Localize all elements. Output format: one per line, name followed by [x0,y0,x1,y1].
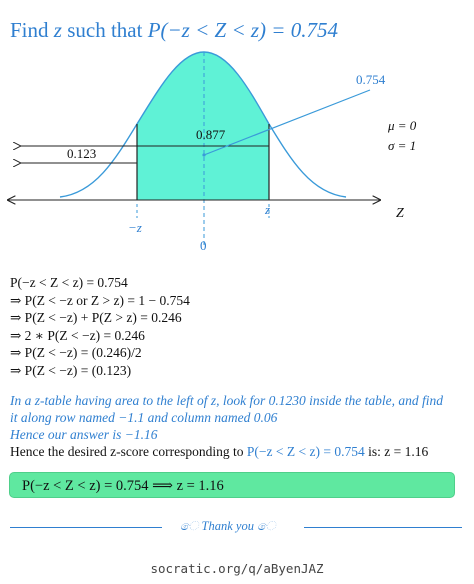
zero-label: 0 [200,238,207,253]
area-pointer-dot [202,153,205,156]
step-6: ⇒ P(Z < −z) = (0.123) [10,362,132,378]
conclusion-suffix: is: z = 1.16 [364,444,429,459]
title-variable: z [53,18,62,42]
note-line-1: In a z-table having area to the left of z, look for 0.1230 inside the table, and find [10,393,443,408]
axis-label: Z [396,206,404,221]
final-answer: P(−z < Z < z) = 0.754 ⟹ z = 1.16 [22,478,224,494]
left-tail-label: 0.123 [67,146,97,161]
note-line-3: Hence our answer is −1.16 [10,427,158,442]
conclusion-prefix: Hence the desired z-score corresponding to [10,444,247,459]
step-3: ⇒ P(Z < −z) + P(Z > z) = 0.246 [10,310,182,326]
divider-right [304,527,462,528]
note-line-2: it along row named −1.1 and column named 0.06 [10,410,278,425]
step-2: ⇒ P(Z < −z or Z > z) = 1 − 0.754 [10,292,190,308]
sigma-label: σ = 1 [388,138,417,153]
conclusion-expression: P(−z < Z < z) = 0.754 [246,444,365,459]
pos-z-label: z [265,202,271,217]
step-4: ⇒ 2 ∗ P(Z < −z) = 0.246 [10,327,145,343]
title-expression: P(−z < Z < z) = 0.754 [147,18,338,42]
conclusion [10,444,428,460]
area-label: 0.754 [356,72,386,87]
step-5: ⇒ P(Z < −z) = (0.246)/2 [10,345,142,361]
title-prefix: Find [10,18,54,42]
derivation-steps [10,274,190,380]
divider-left [10,527,162,528]
normal-distribution-diagram [0,0,474,270]
cumulative-label: 0.877 [196,127,226,142]
final-answer-box [9,472,455,498]
step-1: P(−z < Z < z) = 0.754 [10,275,128,290]
mu-label: μ = 0 [388,118,417,133]
source-url: socratic.org/q/aByenJAZ [150,561,324,576]
title-suffix: such that [61,18,148,42]
neg-z-label: −z [128,220,142,235]
thank-you: ෙ Thank you ෙ [180,519,276,533]
shaded-area [137,52,269,200]
z-table-note [10,392,470,443]
